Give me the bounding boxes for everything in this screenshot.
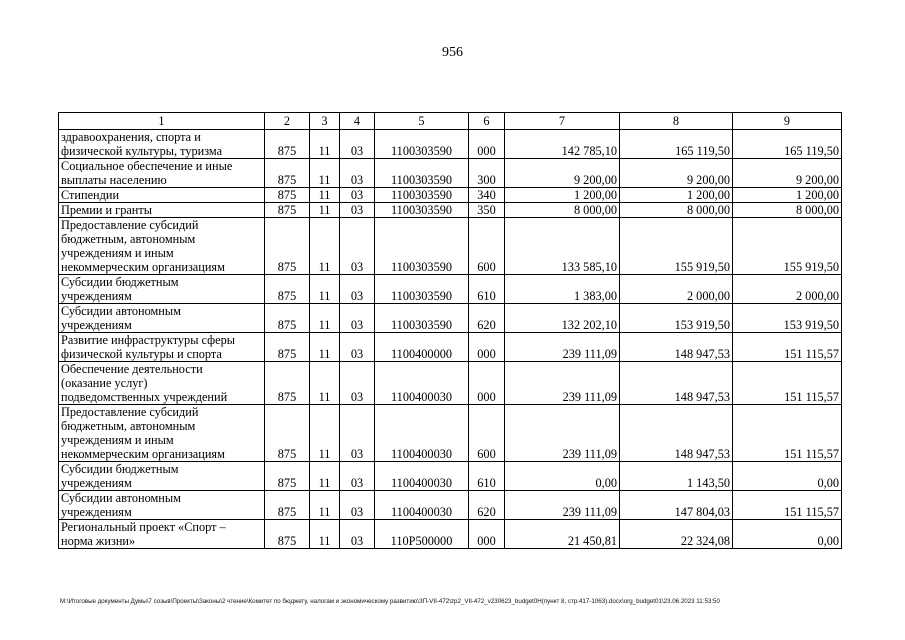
section-code-cell: 11 (310, 520, 340, 549)
row-name-line: Обеспечение деятельности (61, 362, 203, 376)
section-code-cell: 11 (310, 491, 340, 520)
row-name-line: физической культуры и спорта (61, 347, 222, 361)
subsection-code-cell: 03 (340, 159, 375, 188)
expense-type-cell: 000 (469, 520, 505, 549)
expense-type-cell: 340 (469, 188, 505, 203)
column-header: 2 (265, 113, 310, 130)
row-name-line: (оказание услуг) (61, 376, 148, 390)
subsection-code-cell: 03 (340, 491, 375, 520)
amount-2023-cell: 239 111,09 (505, 491, 620, 520)
amount-2023-cell: 239 111,09 (505, 405, 620, 462)
target-article-cell: 1100303590 (375, 159, 469, 188)
file-path-footer: M:\Итоговые документы Думы\7 созыв\Проекты\Законы\2 чтение\Комитет по бюджету, налогам и экономическому развитию\ЗП-VII-472\zp2_VII-472_v230623_budget0H(пункт 8, стр.417-1063).docx\org_budget01\23.06.2023 11:53:50 (60, 598, 720, 605)
section-code-cell: 11 (310, 362, 340, 405)
expense-type-cell: 350 (469, 203, 505, 218)
column-header: 6 (469, 113, 505, 130)
amount-2023-cell: 8 000,00 (505, 203, 620, 218)
expense-type-cell: 620 (469, 491, 505, 520)
row-name-cell (59, 275, 265, 304)
target-article-cell: 1100400030 (375, 462, 469, 491)
target-article-cell: 1100400000 (375, 333, 469, 362)
kvsr-code-cell: 875 (265, 203, 310, 218)
subsection-code-cell: 03 (340, 520, 375, 549)
row-name-cell (59, 218, 265, 275)
subsection-code-cell: 03 (340, 304, 375, 333)
row-name-line: бюджетным, автономным (61, 232, 196, 246)
row-name-line: учреждениям и иным (61, 246, 174, 260)
kvsr-code-cell: 875 (265, 333, 310, 362)
kvsr-code-cell: 875 (265, 130, 310, 159)
row-name-cell (59, 405, 265, 462)
amount-2024-cell: 153 919,50 (620, 304, 733, 333)
target-article-cell: 1100400030 (375, 405, 469, 462)
amount-2025-cell: 155 919,50 (733, 218, 842, 275)
kvsr-code-cell: 875 (265, 275, 310, 304)
section-code-cell: 11 (310, 188, 340, 203)
amount-2025-cell: 151 115,57 (733, 405, 842, 462)
table-row (59, 203, 842, 218)
row-name-line: Региональный проект «Спорт – (61, 520, 226, 534)
row-name-line: учреждениям (61, 289, 132, 303)
kvsr-code-cell: 875 (265, 462, 310, 491)
row-name-line: Премии и гранты (61, 203, 153, 217)
row-name-line: учреждениям (61, 505, 132, 519)
section-code-cell: 11 (310, 130, 340, 159)
budget-table (58, 112, 842, 549)
target-article-cell: 1100400030 (375, 491, 469, 520)
amount-2023-cell: 1 383,00 (505, 275, 620, 304)
row-name-line: некоммерческим организациям (61, 447, 225, 461)
table-row (59, 362, 842, 405)
row-name-cell (59, 520, 265, 549)
row-name-line: физической культуры, туризма (61, 144, 223, 158)
amount-2025-cell: 9 200,00 (733, 159, 842, 188)
amount-2024-cell: 148 947,53 (620, 405, 733, 462)
subsection-code-cell: 03 (340, 362, 375, 405)
table-row (59, 130, 842, 159)
kvsr-code-cell: 875 (265, 218, 310, 275)
row-name-cell (59, 130, 265, 159)
kvsr-code-cell: 875 (265, 520, 310, 549)
section-code-cell: 11 (310, 159, 340, 188)
kvsr-code-cell: 875 (265, 405, 310, 462)
amount-2024-cell: 148 947,53 (620, 362, 733, 405)
section-code-cell: 11 (310, 275, 340, 304)
table-row (59, 462, 842, 491)
section-code-cell: 11 (310, 218, 340, 275)
kvsr-code-cell: 875 (265, 304, 310, 333)
amount-2023-cell: 239 111,09 (505, 333, 620, 362)
amount-2025-cell: 151 115,57 (733, 491, 842, 520)
column-header: 1 (59, 113, 265, 130)
amount-2024-cell: 165 119,50 (620, 130, 733, 159)
amount-2023-cell: 142 785,10 (505, 130, 620, 159)
amount-2025-cell: 8 000,00 (733, 203, 842, 218)
subsection-code-cell: 03 (340, 405, 375, 462)
table-row (59, 491, 842, 520)
amount-2023-cell: 0,00 (505, 462, 620, 491)
section-code-cell: 11 (310, 203, 340, 218)
row-name-cell (59, 304, 265, 333)
subsection-code-cell: 03 (340, 188, 375, 203)
section-code-cell: 11 (310, 333, 340, 362)
amount-2024-cell: 22 324,08 (620, 520, 733, 549)
amount-2025-cell: 2 000,00 (733, 275, 842, 304)
section-code-cell: 11 (310, 405, 340, 462)
page-number: 956 (442, 45, 463, 60)
amount-2024-cell: 8 000,00 (620, 203, 733, 218)
row-name-line: Субсидии бюджетным (61, 462, 179, 476)
row-name-line: Субсидии бюджетным (61, 275, 179, 289)
column-header: 5 (375, 113, 469, 130)
row-name-line: подведомственных учреждений (61, 390, 228, 404)
amount-2023-cell: 9 200,00 (505, 159, 620, 188)
expense-type-cell: 300 (469, 159, 505, 188)
section-code-cell: 11 (310, 304, 340, 333)
table-row (59, 159, 842, 188)
subsection-code-cell: 03 (340, 275, 375, 304)
table-row (59, 218, 842, 275)
row-name-line: Субсидии автономным (61, 304, 181, 318)
amount-2024-cell: 147 804,03 (620, 491, 733, 520)
amount-2023-cell: 132 202,10 (505, 304, 620, 333)
row-name-line: Предоставление субсидий (61, 218, 199, 232)
amount-2025-cell: 153 919,50 (733, 304, 842, 333)
table-row (59, 333, 842, 362)
amount-2024-cell: 1 200,00 (620, 188, 733, 203)
subsection-code-cell: 03 (340, 218, 375, 275)
target-article-cell: 1100303590 (375, 188, 469, 203)
row-name-line: учреждениям и иным (61, 433, 174, 447)
row-name-line: выплаты населению (61, 173, 167, 187)
row-name-line: Субсидии автономным (61, 491, 181, 505)
amount-2024-cell: 155 919,50 (620, 218, 733, 275)
amount-2025-cell: 151 115,57 (733, 333, 842, 362)
amount-2023-cell: 21 450,81 (505, 520, 620, 549)
table-row (59, 304, 842, 333)
kvsr-code-cell: 875 (265, 362, 310, 405)
amount-2024-cell: 148 947,53 (620, 333, 733, 362)
target-article-cell: 1100303590 (375, 203, 469, 218)
amount-2024-cell: 9 200,00 (620, 159, 733, 188)
column-header: 3 (310, 113, 340, 130)
row-name-line: некоммерческим организациям (61, 260, 225, 274)
expense-type-cell: 600 (469, 218, 505, 275)
row-name-line: учреждениям (61, 476, 132, 490)
row-name-cell (59, 203, 265, 218)
table-row (59, 405, 842, 462)
amount-2023-cell: 239 111,09 (505, 362, 620, 405)
row-name-line: Стипендии (61, 188, 120, 202)
column-header: 7 (505, 113, 620, 130)
row-name-line: здравоохранения, спорта и (61, 130, 201, 144)
target-article-cell: 1100303590 (375, 275, 469, 304)
column-header: 9 (733, 113, 842, 130)
subsection-code-cell: 03 (340, 333, 375, 362)
table-header-row (59, 113, 842, 130)
row-name-line: Социальное обеспечение и иные (61, 159, 233, 173)
expense-type-cell: 620 (469, 304, 505, 333)
target-article-cell: 1100303590 (375, 218, 469, 275)
row-name-line: норма жизни» (61, 534, 136, 548)
amount-2025-cell: 0,00 (733, 520, 842, 549)
table-row (59, 188, 842, 203)
amount-2024-cell: 1 143,50 (620, 462, 733, 491)
column-header: 8 (620, 113, 733, 130)
row-name-line: учреждениям (61, 318, 132, 332)
kvsr-code-cell: 875 (265, 159, 310, 188)
expense-type-cell: 610 (469, 275, 505, 304)
amount-2023-cell: 133 585,10 (505, 218, 620, 275)
row-name-cell (59, 462, 265, 491)
amount-2025-cell: 0,00 (733, 462, 842, 491)
table-row (59, 275, 842, 304)
expense-type-cell: 600 (469, 405, 505, 462)
amount-2023-cell: 1 200,00 (505, 188, 620, 203)
subsection-code-cell: 03 (340, 462, 375, 491)
column-header: 4 (340, 113, 375, 130)
expense-type-cell: 000 (469, 333, 505, 362)
target-article-cell: 1100303590 (375, 304, 469, 333)
expense-type-cell: 610 (469, 462, 505, 491)
expense-type-cell: 000 (469, 362, 505, 405)
subsection-code-cell: 03 (340, 130, 375, 159)
target-article-cell: 1100303590 (375, 130, 469, 159)
row-name-cell (59, 159, 265, 188)
row-name-cell (59, 188, 265, 203)
kvsr-code-cell: 875 (265, 491, 310, 520)
expense-type-cell: 000 (469, 130, 505, 159)
amount-2024-cell: 2 000,00 (620, 275, 733, 304)
target-article-cell: 1100400030 (375, 362, 469, 405)
row-name-cell (59, 362, 265, 405)
amount-2025-cell: 151 115,57 (733, 362, 842, 405)
row-name-line: Предоставление субсидий (61, 405, 199, 419)
kvsr-code-cell: 875 (265, 188, 310, 203)
row-name-line: бюджетным, автономным (61, 419, 196, 433)
subsection-code-cell: 03 (340, 203, 375, 218)
row-name-cell (59, 491, 265, 520)
row-name-line: Развитие инфраструктуры сферы (61, 333, 235, 347)
section-code-cell: 11 (310, 462, 340, 491)
target-article-cell: 110Р500000 (375, 520, 469, 549)
amount-2025-cell: 1 200,00 (733, 188, 842, 203)
amount-2025-cell: 165 119,50 (733, 130, 842, 159)
table-row (59, 520, 842, 549)
row-name-cell (59, 333, 265, 362)
